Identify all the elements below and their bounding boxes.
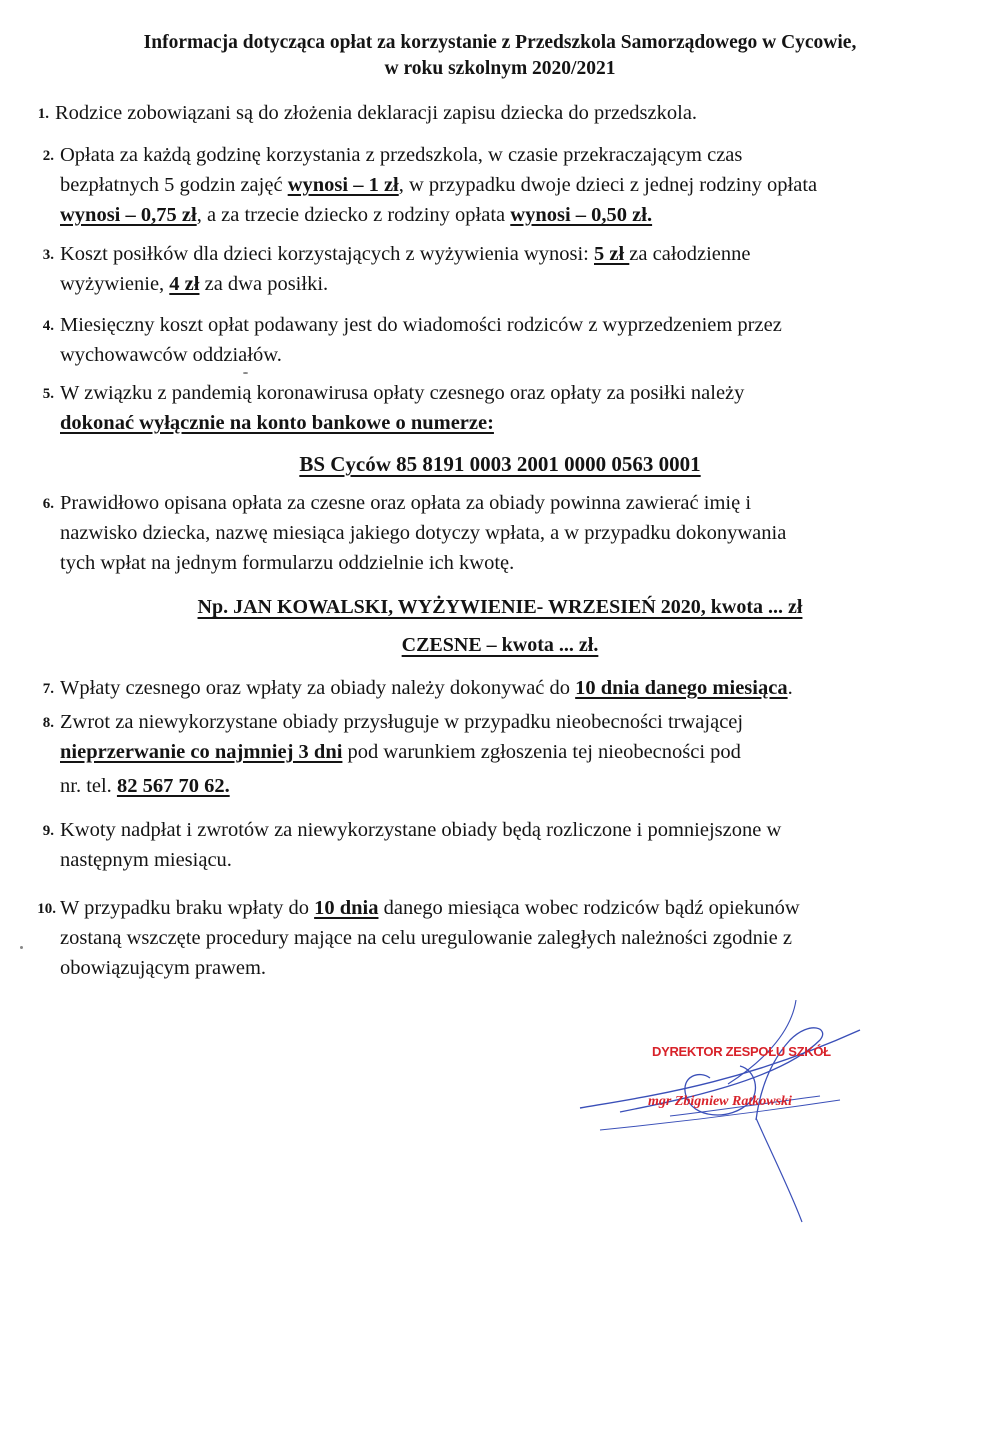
text-segment: , a za trzecie dziecko z rodziny opłata [196, 204, 511, 226]
text-segment: nazwisko dziecka, nazwę miesiąca jakiego dotyczy wpłata, a w przypadku dokonywania [60, 522, 787, 544]
list-item-line [60, 923, 950, 953]
list-item-line [60, 518, 950, 548]
list-item-line [60, 239, 950, 269]
list-item-number: 4. [42, 318, 54, 334]
list-item-line [60, 408, 950, 438]
emphasized-text: 5 zł [594, 243, 630, 265]
stamp-title: DYREKTOR ZESPOŁU SZKÓŁ [652, 1044, 831, 1059]
text-segment: następnym miesiącu. [60, 849, 232, 871]
text-segment: Opłata za każdą godzinę korzystania z przedszkola, w czasie przekraczającym czas [60, 144, 743, 166]
emphasized-text: wynosi – 1 zł [287, 174, 399, 196]
emphasized-text: 4 zł [169, 273, 200, 295]
list-item-line [60, 310, 950, 340]
list-item-line [60, 488, 950, 518]
text-segment: Miesięczny koszt opłat podawany jest do wiadomości rodziców z wyprzedzeniem przez [60, 314, 782, 336]
document-title [0, 30, 1000, 82]
text-segment: . [787, 677, 793, 699]
text-segment: za całodzienne [629, 243, 751, 265]
list-item-line [55, 98, 945, 128]
list-item-line [60, 140, 950, 170]
list-item-4 [42, 310, 950, 370]
list-item-7 [42, 673, 950, 703]
text-segment: Zwrot za niewykorzystane obiady przysługuje w przypadku nieobecności trwającej [60, 711, 744, 733]
list-item-number: 2. [42, 148, 54, 164]
list-item-line [60, 548, 950, 578]
bank-account-number: BS Cyców 85 8191 0003 2001 0000 0563 0001 [299, 452, 701, 476]
list-item-line [60, 845, 950, 875]
list-item-line [60, 170, 950, 200]
title-line-1: Informacja dotycząca opłat za korzystanie z Przedszkola Samorządowego w Cycowie, [143, 32, 857, 53]
text-segment: Koszt posiłków dla dzieci korzystających z wyżywienia wynosi: [60, 243, 594, 265]
handwritten-signature [560, 1000, 880, 1230]
list-item-line [60, 673, 950, 703]
list-item-5 [42, 378, 950, 438]
list-item-number: 6. [42, 496, 54, 512]
text-segment: Wpłaty czesnego oraz wpłaty za obiady należy dokonywać do [60, 677, 576, 699]
list-item-number: 1. [37, 106, 49, 122]
emphasized-text: wynosi – 0,75 zł [60, 204, 197, 226]
list-item-number: 8. [42, 715, 54, 731]
emphasized-text: 10 dnia danego miesiąca [575, 677, 788, 699]
text-segment: W związku z pandemią koronawirusa opłaty czesnego oraz opłaty za posiłki należy [60, 382, 745, 404]
emphasized-text: dokonać wyłącznie na konto bankowe o numerze: [60, 412, 494, 434]
title-line-2: w roku szkolnym 2020/2021 [384, 58, 616, 79]
text-segment: , w przypadku dwoje dzieci z jednej rodziny opłata [398, 174, 818, 196]
list-item-line [60, 269, 950, 299]
example-line-2: CZESNE – kwota ... zł. [401, 634, 599, 656]
text-segment: Prawidłowo opisana opłata za czesne oraz opłata za obiady powinna zawierać imię i [60, 492, 752, 514]
text-segment: obowiązującym prawem. [60, 957, 267, 979]
list-item-number: 3. [42, 247, 54, 263]
list-item-1 [37, 98, 945, 128]
text-segment: nr. tel. [60, 775, 117, 797]
list-item-3 [42, 239, 950, 299]
list-item-number: 10. [37, 901, 56, 917]
list-item-line [60, 953, 950, 983]
emphasized-text: 82 567 70 62. [116, 775, 230, 797]
text-segment: za dwa posiłki. [199, 273, 329, 295]
list-item-line [60, 340, 950, 370]
list-item-line [60, 707, 950, 737]
scan-speck [20, 946, 23, 949]
text-segment: pod warunkiem zgłoszenia tej nieobecności pod [342, 741, 741, 763]
text-segment: bezpłatnych 5 godzin zajęć [60, 174, 288, 196]
list-item-10 [37, 893, 950, 983]
list-item-line [60, 378, 950, 408]
text-segment: Kwoty nadpłat i zwrotów za niewykorzystane obiady będą rozliczone i pomniejszone w [60, 819, 782, 841]
list-item-line [60, 200, 950, 230]
list-item-number: 7. [42, 681, 54, 697]
text-segment: wyżywienie, [60, 273, 170, 295]
list-item-6 [42, 488, 950, 578]
text-segment: tych wpłat na jednym formularzu oddzielnie ich kwotę. [60, 552, 515, 574]
list-item-line [60, 771, 950, 801]
list-item-9 [42, 815, 950, 875]
signature-stamp [560, 1000, 880, 1230]
list-item-number: 5. [42, 386, 54, 402]
scan-speck [243, 372, 248, 374]
list-item-line [60, 815, 950, 845]
list-item-line [60, 893, 950, 923]
emphasized-text: wynosi – 0,50 zł. [510, 204, 653, 226]
emphasized-text: nieprzerwanie co najmniej 3 dni [60, 741, 343, 763]
text-segment: zostaną wszczęte procedury mające na celu uregulowanie zaległych należności zgodnie z [60, 927, 792, 949]
example-line-1: Np. JAN KOWALSKI, WYŻYWIENIE- WRZESIEŃ 2020, kwota ... zł [197, 596, 803, 618]
list-item-2 [42, 140, 950, 230]
text-segment: W przypadku braku wpłaty do [60, 897, 315, 919]
text-segment: danego miesiąca wobec rodziców bądź opiekunów [378, 897, 800, 919]
list-item-number: 9. [42, 823, 54, 839]
text-segment: Rodzice zobowiązani są do złożenia deklaracji zapisu dziecka do przedszkola. [55, 102, 698, 124]
text-segment: wychowawców oddziałów. [60, 344, 282, 366]
list-item-8 [42, 707, 950, 801]
stamp-name: mgr Zbigniew Ratkowski [648, 1094, 792, 1109]
emphasized-text: 10 dnia [314, 897, 379, 919]
list-item-line [60, 737, 950, 767]
